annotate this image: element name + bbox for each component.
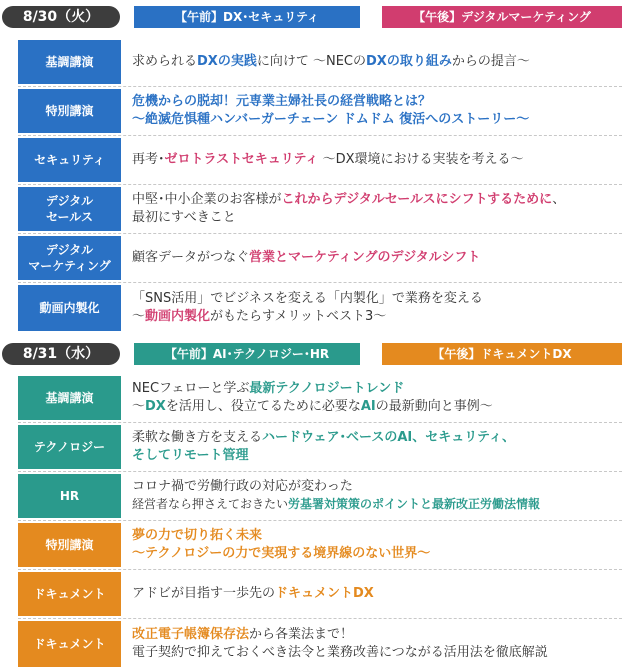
category-label-line: デジタル [45,242,94,257]
plain-text: 経営者なら押さえておきたい [132,497,289,511]
session-title-line [132,644,622,662]
session-title-line [132,308,622,326]
session-category-label [18,621,121,667]
plain-text: を活用し、役立てるために必要な [165,399,361,414]
session-title-line [132,53,622,71]
highlight-text: ドキュメントDX [275,586,374,602]
session-title-line [132,545,622,563]
highlight-text: 動画内製化 [145,309,211,324]
highlight-text: DX [145,399,166,414]
session-title-line [132,496,622,514]
day2-header [2,343,622,365]
highlight-text: 改正電子帳簿保存法 [132,627,250,643]
highlight-text: 労基署対策策のポイントと最新改正労働法情報 [288,497,541,511]
session-category-label [18,285,121,331]
session-title-line [132,290,622,308]
day1-pm-track: 【午後】デジタルマーケティング [382,6,622,28]
day2-session-row [18,474,622,518]
session-title [132,425,622,469]
session-title [132,376,622,420]
session-title-line [132,249,622,267]
category-label-line: 動画内製化 [39,300,100,315]
plain-text: 中堅･中小企業のお客様が [132,192,282,208]
plain-text: ～DX環境における実装を考える～ [318,152,524,168]
session-title [132,236,622,280]
plain-text: 、 [552,192,566,208]
highlight-text: 最新テクノロジートレンド [249,381,405,397]
day1-session-row [18,40,622,84]
plain-text: に向けて ～NECの [256,54,366,70]
highlight-text: ～絶滅危惧種ハンバーガーチェーン ドムドム 復活へのストーリー～ [132,112,530,127]
highlight-text: そしてリモート管理 [132,448,249,463]
plain-text: コロナ禍で労働行政の対応が変わった [132,479,353,495]
plain-text: から各業法まで！ [249,627,354,643]
session-title-line [132,429,622,447]
row-divider [18,86,622,87]
plain-text: 電子契約で抑えておくべき法令と業務改善につながる活用法を徹底解説 [132,645,548,660]
session-category-label [18,138,121,182]
day1-session-row [18,187,622,231]
category-label-line: 特別講演 [45,537,94,552]
session-category-label [18,40,121,84]
session-title-line [132,585,622,603]
session-category-label [18,187,121,231]
plain-text: がもたらすメリットベスト3～ [210,309,387,324]
highlight-text: 夢の力で切り拓く未来 [132,528,263,544]
row-divider [18,184,622,185]
session-title-line [132,111,622,129]
category-label-line: マーケティング [28,259,111,273]
category-label-line: ドキュメント [33,586,106,601]
row-divider [18,618,622,619]
plain-text: 柔軟な働き方を支える [132,430,263,446]
session-title [132,40,622,84]
session-title [132,474,622,518]
highlight-text: ゼロトラストセキュリティ [164,152,319,168]
day1-header [2,6,622,28]
plain-text: の最新動向と事例～ [375,399,493,414]
session-title [132,285,622,331]
session-title-line [132,93,622,111]
highlight-text: 危機からの脱却！元専業主婦社長の経営戦略とは？ [132,94,432,110]
plain-text: からの提言～ [451,54,530,70]
plain-text: アドビが目指す一歩先の [132,586,276,602]
session-category-label [18,89,121,133]
session-title-line [132,151,622,169]
day2-session-row [18,523,622,567]
row-divider [18,233,622,234]
plain-text: 「SNS活用」でビジネスを変える「内製化」で業務を変える [132,291,483,307]
session-category-label [18,474,121,518]
session-title [132,523,622,567]
plain-text: 最初にすべきこと [132,210,236,225]
day2-session-row [18,376,622,420]
session-title-line [132,447,622,465]
session-title [132,89,622,133]
session-title-line [132,209,622,227]
highlight-text: ～テクノロジーの力で実現する境界線のない世界～ [132,546,431,561]
row-divider [18,135,622,136]
plain-text: NECフェローと学ぶ [132,381,250,397]
highlight-text: ハードウェア･ベースのAI、セキュリティ、 [262,430,515,446]
session-title [132,572,622,616]
plain-text: 顧客データがつなぐ [132,250,250,266]
day1-date: 8/30（火） [2,6,120,28]
day2-session-row [18,425,622,469]
highlight-text: これからデジタルセールスにシフトするために [281,192,553,208]
session-title-line [132,191,622,209]
row-divider [18,569,622,570]
session-category-label [18,236,121,280]
category-label-line: ドキュメント [33,636,106,651]
session-title-line [132,398,622,416]
row-divider [18,471,622,472]
row-divider [18,282,622,283]
session-title-line [132,380,622,398]
session-title [132,621,622,667]
category-label-line: 基調講演 [45,54,94,69]
day1-am-track: 【午前】DX･セキュリティ [134,6,360,28]
highlight-text: AI [360,399,376,414]
session-title-line [132,626,622,644]
session-category-label [18,572,121,616]
day2-session-row [18,572,622,616]
category-label-line: 特別講演 [45,103,94,118]
plain-text: 求められる [132,54,198,70]
day1-session-row [18,138,622,182]
session-category-label [18,425,121,469]
session-title [132,138,622,182]
day2-session-row [18,621,622,667]
row-divider [18,422,622,423]
row-divider [18,520,622,521]
day1-session-row [18,236,622,280]
day2-pm-track: 【午後】ドキュメントDX [382,343,622,365]
category-label-line: セールス [46,210,93,224]
highlight-text: DXの取り組み [366,54,452,70]
session-title [132,187,622,231]
category-label-line: テクノロジー [33,439,106,454]
plain-text: ～ [132,309,146,324]
session-category-label [18,523,121,567]
session-title-line [132,527,622,545]
highlight-text: DXの実践 [197,54,257,70]
category-label-line: デジタル [45,193,94,208]
session-title-line [132,478,622,496]
day1-session-row [18,285,622,331]
day2-am-track: 【午前】AI･テクノロジー･HR [134,343,360,365]
plain-text: 再考･ [132,152,165,168]
category-label-line: HR [59,488,80,503]
day1-session-row [18,89,622,133]
day2-date: 8/31（水） [2,343,120,365]
session-category-label [18,376,121,420]
plain-text: ～ [132,399,146,414]
category-label-line: 基調講演 [45,390,94,405]
category-label-line: セキュリティ [34,152,105,167]
highlight-text: 営業とマーケティングのデジタルシフト [249,250,481,266]
